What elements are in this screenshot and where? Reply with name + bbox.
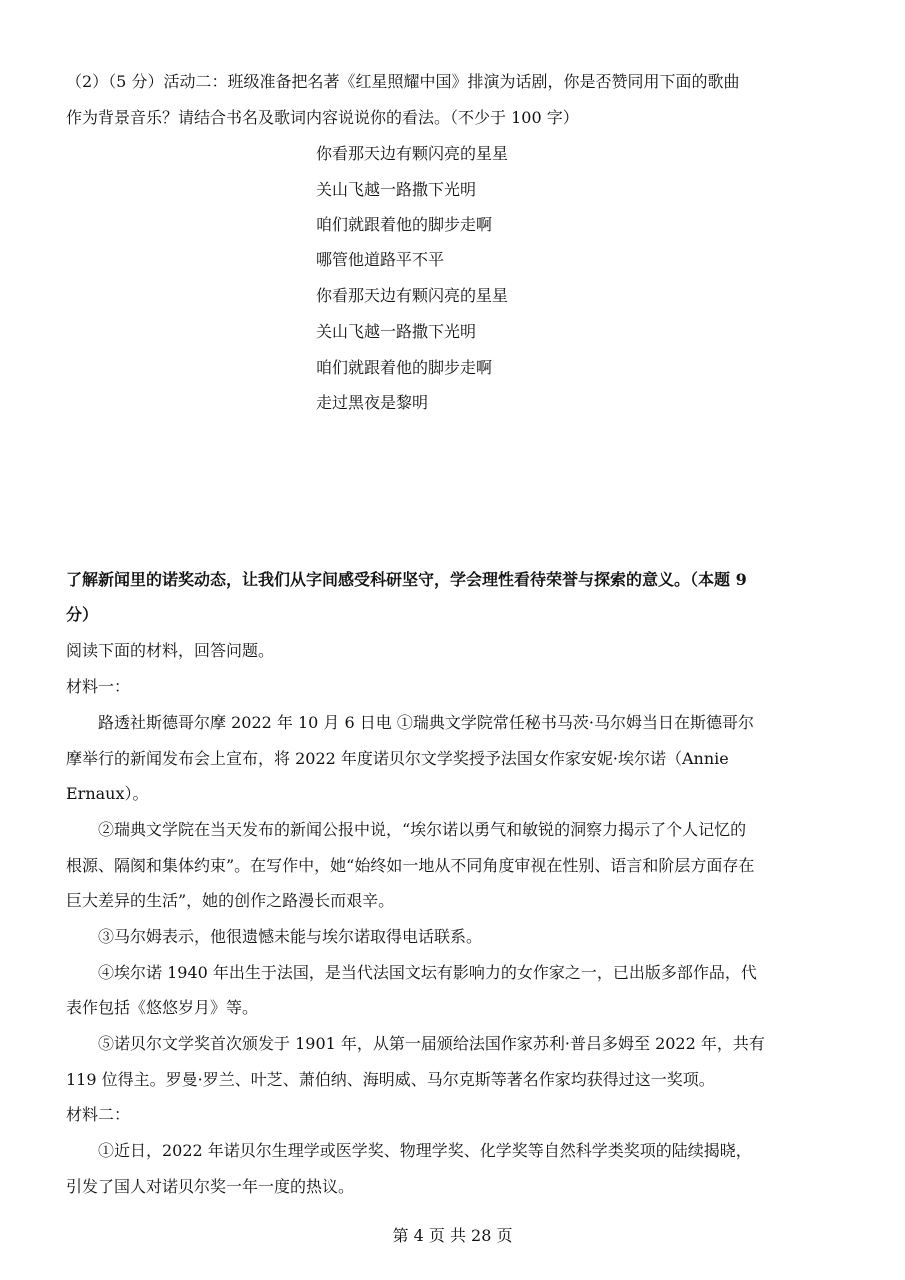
- lyric-line: 关山飞越一路撒下光明: [316, 180, 477, 199]
- material-2-line: ①近日，2022 年诺贝尔生理学或医学奖、物理学奖、化学奖等自然科学类奖项的陆续揭晓，: [98, 1141, 752, 1160]
- material-1-line: ⑤诺贝尔文学奖首次颁发于 1901 年，从第一届颁给法国作家苏利·普吕多姆至 2022 年，共有: [98, 1034, 765, 1053]
- material-2-label: 材料二：: [66, 1105, 131, 1124]
- question-line-1: （2）（5 分）活动二：班级准备把名著《红星照耀中国》排演为话剧，你是否赞同用下面的歌曲: [66, 72, 740, 91]
- material-1-line: 表作包括《悠悠岁月》等。: [66, 998, 259, 1017]
- section-heading-line-2: 分）: [66, 605, 99, 624]
- material-1-line: 路透社斯德哥尔摩 2022 年 10 月 6 日电 ①瑞典文学院常任秘书马茨·马尔姆当日在斯德哥尔: [98, 713, 754, 732]
- lyric-line: 你看那天边有颗闪亮的星星: [316, 286, 509, 305]
- lyric-line: 你看那天边有颗闪亮的星星: [316, 144, 509, 163]
- page-footer: 第 4 页 共 28 页: [392, 1226, 513, 1245]
- material-2-line: 引发了国人对诺贝尔奖一年一度的热议。: [66, 1177, 355, 1196]
- material-1-line: ②瑞典文学院在当天发布的新闻公报中说，“埃尔诺以勇气和敏锐的洞察力揭示了个人记忆的: [98, 820, 747, 839]
- lyric-line: 哪管他道路平不平: [316, 250, 445, 269]
- lyric-line: 咱们就跟着他的脚步走啊: [316, 358, 493, 377]
- section-heading-line-1: 了解新闻里的诺奖动态，让我们从字间感受科研坚守，学会理性看待荣誉与探索的意义。（本题 9: [66, 570, 747, 589]
- material-1-line: ③马尔姆表示，他很遗憾未能与埃尔诺取得电话联系。: [98, 927, 483, 946]
- material-1-line: 119 位得主。罗曼·罗兰、叶芝、萧伯纳、海明威、马尔克斯等著名作家均获得过这一奖项。: [66, 1070, 715, 1089]
- question-line-2: 作为背景音乐？请结合书名及歌词内容说说你的看法。（不少于 100 字）: [66, 108, 579, 127]
- material-1-line: 摩举行的新闻发布会上宣布，将 2022 年度诺贝尔文学奖授予法国女作家安妮·埃尔诺（Annie: [66, 749, 729, 768]
- lyric-line: 走过黑夜是黎明: [316, 393, 429, 412]
- reading-instruction: 阅读下面的材料，回答问题。: [66, 641, 275, 660]
- material-1-line: Ernaux）。: [66, 784, 149, 803]
- material-1-line: 根源、隔阂和集体约束”。在写作中，她“始终如一地从不同角度审视在性别、语言和阶层方面存在: [66, 856, 755, 875]
- lyric-line: 咱们就跟着他的脚步走啊: [316, 215, 493, 234]
- material-1-line: 巨大差异的生活”，她的创作之路漫长而艰辛。: [66, 891, 395, 910]
- lyric-line: 关山飞越一路撒下光明: [316, 322, 477, 341]
- material-1-line: ④埃尔诺 1940 年出生于法国，是当代法国文坛有影响力的女作家之一，已出版多部作品，代: [98, 963, 757, 982]
- material-1-label: 材料一：: [66, 677, 131, 696]
